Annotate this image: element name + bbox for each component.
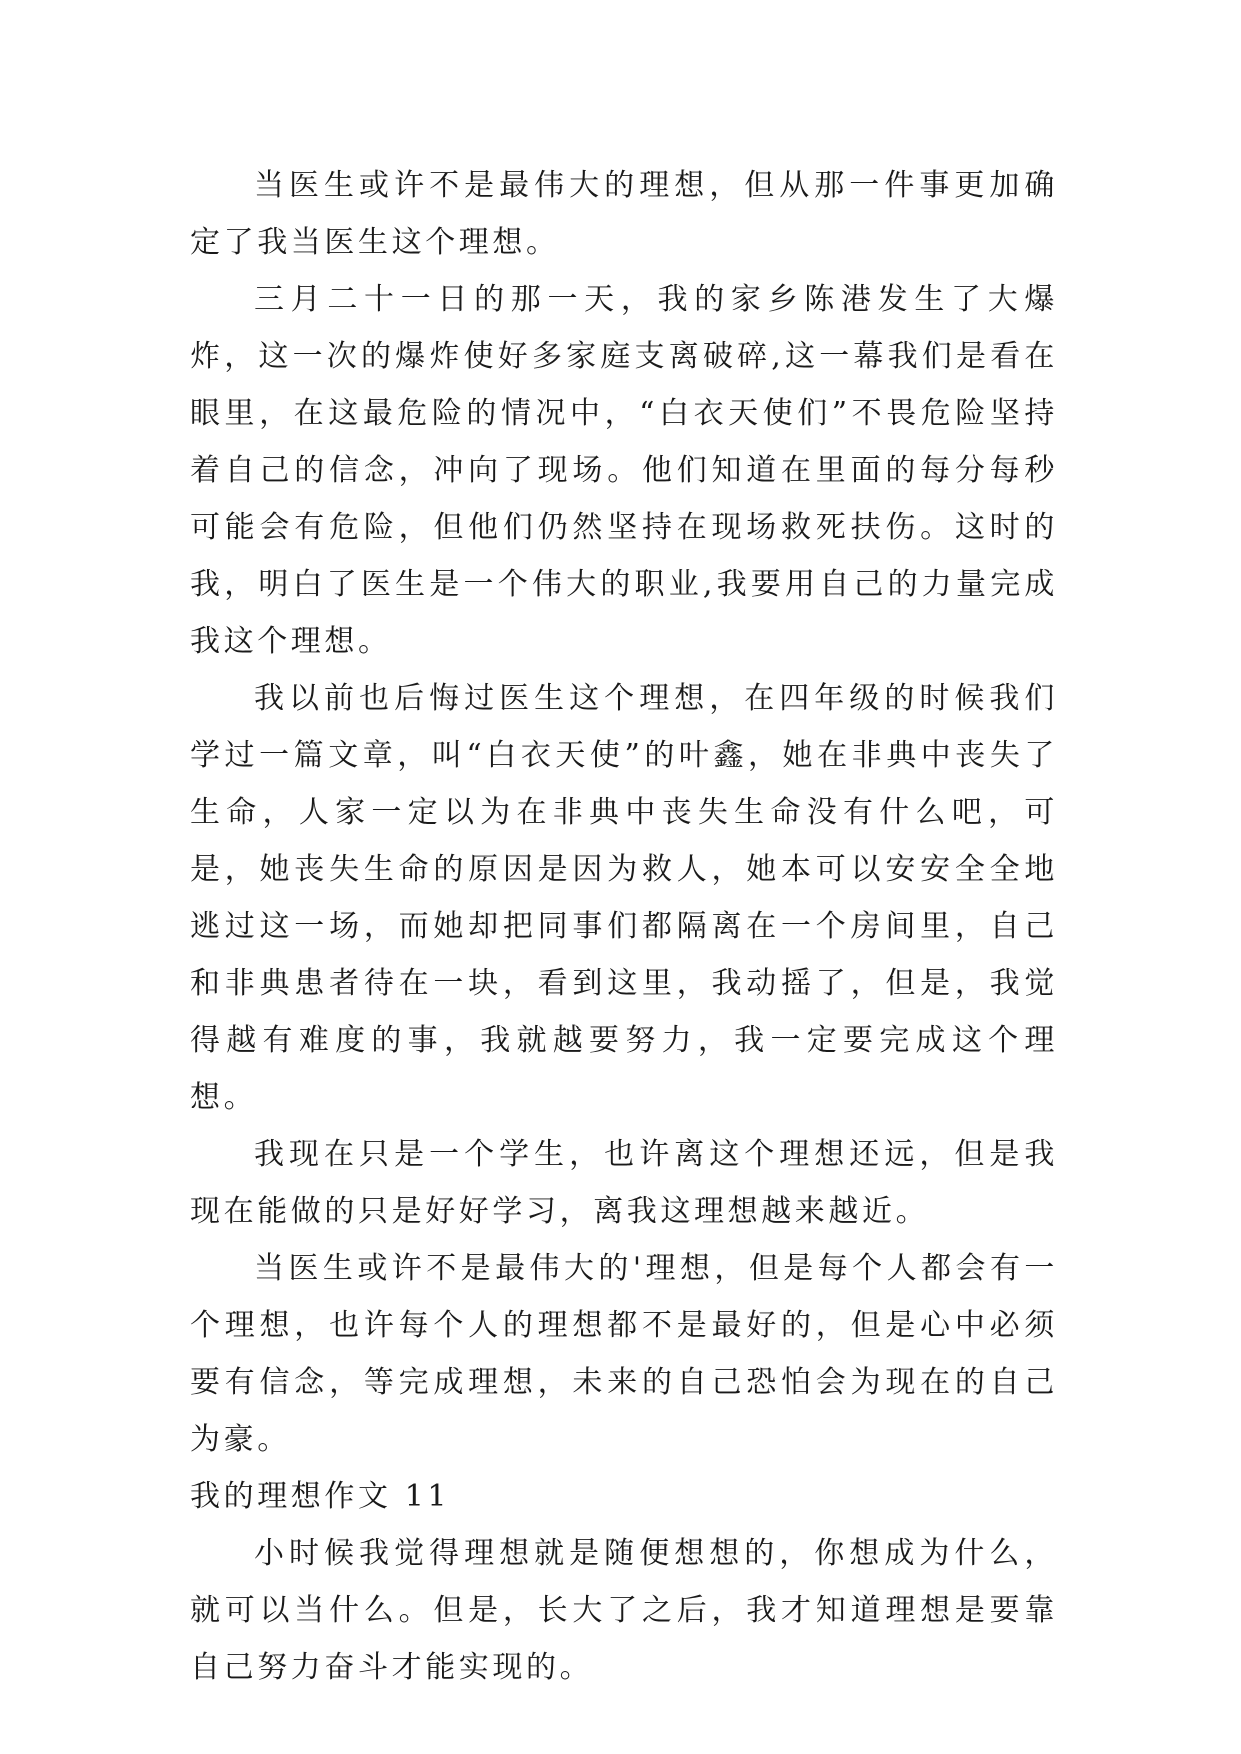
document-body	[190, 157, 1058, 1696]
paragraph-3: 我以前也后悔过医生这个理想，在四年级的时候我们学过一篇文章，叫“白衣天使”的叶鑫，她在非典中丧失了生命，人家一定以为在非典中丧失生命没有什么吧，可是，她丧失生命的原因是因为救人，她本可以安安全全地逃过这一场，而她却把同事们都隔离在一个房间里，自己和非典患者待在一块，看到这里，我动摇了，但是，我觉得越有难度的事，我就越要努力，我一定要完成这个理想。	[190, 681, 1058, 1115]
paragraph-6: 小时候我觉得理想就是随便想想的，你想成为什么，就可以当什么。但是，长大了之后，我才知道理想是要靠自己努力奋斗才能实现的。	[190, 1536, 1058, 1685]
paragraph-2: 三月二十一日的那一天，我的家乡陈港发生了大爆炸，这一次的爆炸使好多家庭支离破碎,这一幕我们是看在眼里，在这最危险的情况中，“白衣天使们”不畏危险坚持着自己的信念，冲向了现场。他们知道在里面的每分每秒可能会有危险，但他们仍然坚持在现场救死扶伤。这时的我，明白了医生是一个伟大的职业,我要用自己的力量完成我这个理想。	[190, 282, 1058, 659]
section-heading: 我的理想作文 11	[190, 1479, 451, 1514]
paragraph-1: 当医生或许不是最伟大的理想，但从那一件事更加确定了我当医生这个理想。	[190, 168, 1058, 260]
paragraph-4: 我现在只是一个学生，也许离这个理想还远，但是我现在能做的只是好好学习，离我这理想越来越近。	[190, 1137, 1058, 1229]
paragraph-5: 当医生或许不是最伟大的'理想，但是每个人都会有一个理想，也许每个人的理想都不是最好的，但是心中必须要有信念，等完成理想，未来的自己恐怕会为现在的自己为豪。	[190, 1251, 1058, 1457]
